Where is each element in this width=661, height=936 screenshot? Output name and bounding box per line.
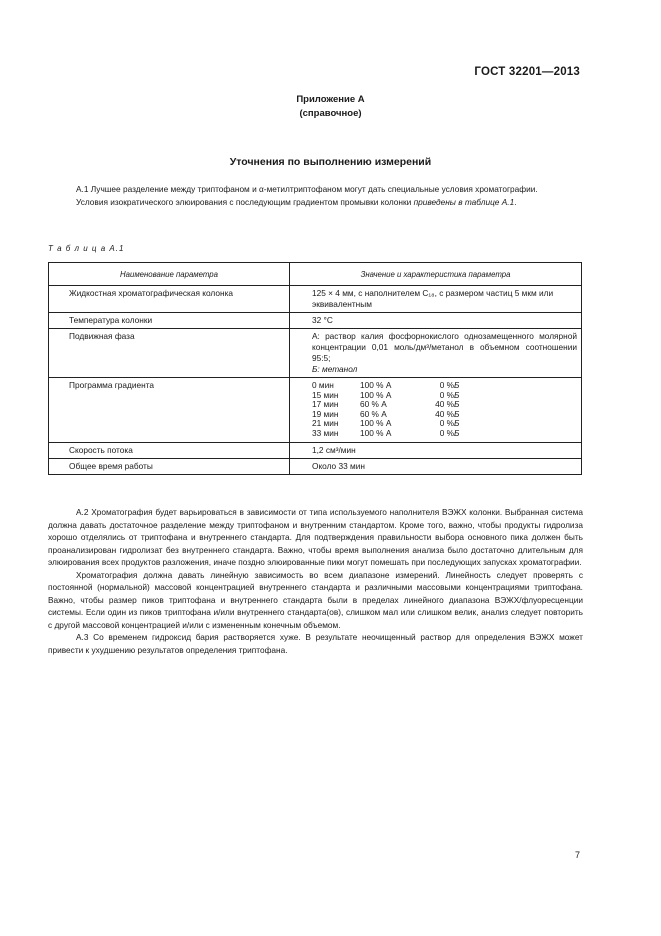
paragraph-a2: А.2 Хроматография будет варьироваться в зависимости от типа используемого наполнителя ВЭЖХ колонки. Выбранная система должна давать достаточное разделение между триптофаном и внутренним стандартом. Кроме того, важно, чтобы продукты гидролиза хорошо отделялись от триптофана и внутреннего стандарта. Для подтверждения правильности выбора основного пика должен быть проанализирован гидролизат без внутреннего стандарта. Важно, чтобы время выполнения анализа было достаточно длительным для элюирования всех продуктов разложения, иначе поздно элюированные пики могут помешать при последующих запусках хроматографии. — [48, 507, 583, 567]
mobile-phase-b: Б: метанол — [312, 364, 358, 374]
param-name-cell: Подвижная фаза — [49, 329, 290, 378]
gradient-time: 0 мин — [312, 380, 334, 390]
gradient-b-percent: 0 % — [439, 427, 454, 438]
standard-number: ГОСТ 32201—2013 — [474, 66, 580, 78]
table-row — [49, 378, 582, 443]
conditions-text: Условия изократического элюирования с последующим градиентом промывки колонки — [76, 196, 414, 207]
mobile-phase-a: А: раствор калия фосфорнокислого однозамещенного молярной концентрации 0,01 моль/дм³/метанол в объемном соотношении 95:5; — [312, 331, 577, 363]
gradient-a: 100 % А — [360, 380, 392, 390]
table-header-row — [49, 263, 582, 286]
period: . — [514, 196, 517, 207]
gradient-a: 100 % А — [360, 418, 392, 429]
param-name-cell: Температура колонки — [49, 313, 290, 329]
gradient-table — [312, 381, 459, 439]
section-title: Уточнения по выполнению измерений — [229, 156, 432, 168]
param-value-cell: Около 33 мин — [290, 458, 582, 474]
gradient-b-percent: 40 % — [435, 408, 454, 419]
gradient-b-label: Б — [454, 389, 460, 400]
param-value-cell: 1,2 см³/мин — [290, 442, 582, 458]
gradient-b-percent: 0 % — [439, 418, 454, 429]
paragraph-a1-conditions — [48, 196, 583, 209]
table-caption: Т а б л и ц а А.1 — [48, 244, 125, 253]
appendix-subtitle: (справочное) — [299, 108, 362, 119]
param-value-cell: 32 °C — [290, 313, 582, 329]
paragraph-a1: А.1 Лучшее разделение между триптофаном и α-метилтриптофаном могут дать специальные условия хроматографии. — [76, 184, 538, 194]
header-parameter-value: Значение и характеристика параметра — [290, 263, 582, 286]
page-number: 7 — [574, 850, 580, 860]
table-row — [49, 329, 582, 378]
param-name-cell: Общее время работы — [49, 458, 290, 474]
param-name-cell: Программа градиента — [49, 378, 290, 443]
gradient-time: 19 мин — [312, 408, 339, 419]
table-row — [49, 286, 582, 313]
gradient-time: 33 мин — [312, 427, 339, 438]
gradient-a: 100 % А — [360, 427, 392, 438]
gradient-b-percent: 0 % — [439, 389, 454, 400]
appendix-title: Приложение А — [296, 94, 365, 105]
gradient-a: 60 % А — [360, 399, 387, 410]
table-row — [49, 442, 582, 458]
gradient-b-label: Б — [454, 380, 460, 390]
param-value-cell — [290, 329, 582, 378]
gradient-time: 21 мин — [312, 418, 339, 429]
paragraph-a3: А.3 Со временем гидроксид бария растворяется хуже. В результате неочищенный раствор для определения ВЭЖХ может привести к ухудшению результатов определения триптофана. — [48, 632, 583, 655]
gradient-b-label: Б — [454, 427, 460, 438]
param-value-cell: 125 × 4 мм, с наполнителем C₁₈, с размером частиц 5 мкм или эквивалентным — [290, 286, 582, 313]
table-row — [49, 313, 582, 329]
intro-text — [48, 183, 583, 208]
table-row — [49, 458, 582, 474]
gradient-b-percent: 40 % — [435, 399, 454, 410]
param-name-cell: Жидкостная хроматографическая колонка — [49, 286, 290, 313]
body-text — [48, 506, 583, 656]
gradient-a: 60 % А — [360, 408, 387, 419]
gradient-b-label: Б — [454, 418, 460, 429]
paragraph-a2-linearity: Хроматография должна давать линейную зависимость во всем диапазоне измерений. Линейность следует проверять с постоянной (нормальной) массовой концентрацией внутреннего стандарта и различными массовыми концентрациями триптофана. Важно, чтобы размер пиков триптофана и внутреннего стандарта были в пределах линейного диапазона ВЭЖХ/флуоресценции системы. Если один из пиков триптофана и/или внутреннего стандарта(ов), слишком мал или слишком велик, анализ следует повторить с другой массовой концентрацией и/или с измененным конечным объемом. — [48, 569, 583, 630]
param-name-cell: Скорость потока — [49, 442, 290, 458]
gradient-step — [312, 429, 459, 439]
header-parameter-name: Наименование параметра — [49, 263, 290, 286]
gradient-time: 17 мин — [312, 399, 339, 410]
gradient-b-label: Б — [454, 408, 460, 419]
gradient-time: 15 мин — [312, 389, 339, 400]
gradient-a: 100 % А — [360, 389, 392, 400]
gradient-b-label: Б — [454, 399, 460, 410]
gradient-b-percent: 0 % — [439, 380, 454, 390]
table-reference: приведены в таблице А.1 — [413, 196, 515, 207]
parameters-table — [48, 262, 582, 475]
gradient-program-cell — [290, 378, 582, 443]
